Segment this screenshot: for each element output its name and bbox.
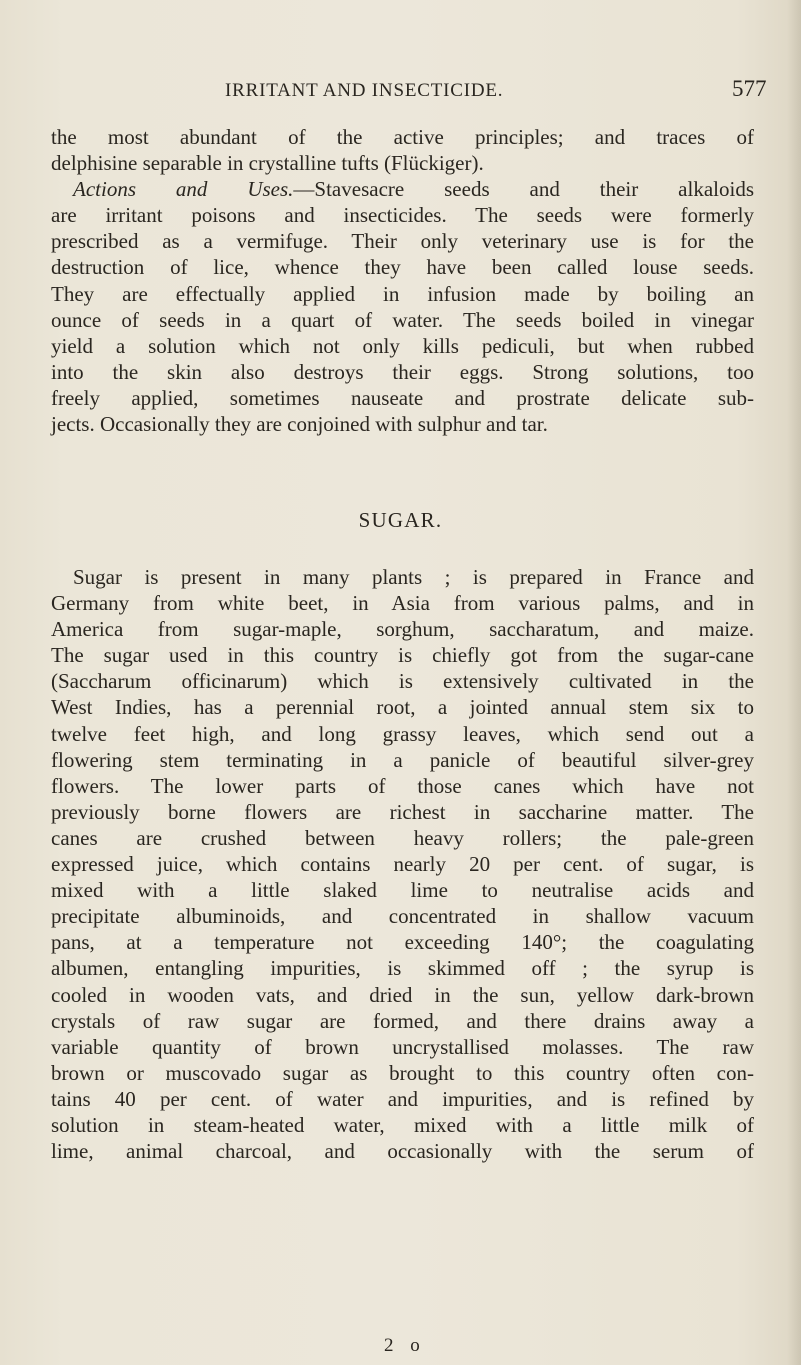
text-line: are irritant poisons and insecticides. The seeds were formerly bbox=[51, 203, 754, 228]
text-line: crystals of raw sugar are formed, and there drains away a bbox=[51, 1008, 754, 1033]
section-heading: SUGAR. bbox=[358, 508, 443, 532]
running-title: IRRITANT AND INSECTICIDE. bbox=[225, 80, 504, 101]
text-line: The sugar used in this country is chiefly got from the sugar-cane bbox=[51, 643, 754, 668]
text-line: expressed juice, which contains nearly 20 per cent. of sugar, is bbox=[51, 852, 754, 877]
text-line: previously borne flowers are richest in saccharine matter. The bbox=[51, 799, 754, 824]
text-line: twelve feet high, and long grassy leaves, which send out a bbox=[51, 721, 754, 746]
text-line: the most abundant of the active principles; and traces of bbox=[51, 125, 754, 149]
text-line: Sugar is present in many plants ; is prepared in France and bbox=[73, 565, 754, 589]
paragraph-actions-and-uses bbox=[51, 176, 754, 437]
text-line: jects. Occasionally they are conjoined with sulphur and tar. bbox=[51, 412, 548, 437]
text-line: canes are crushed between heavy rollers; the pale-green bbox=[51, 825, 754, 850]
text-line: destruction of lice, whence they have been called louse seeds. bbox=[51, 255, 754, 280]
page-edge-shadow bbox=[787, 0, 801, 1365]
text-line: West Indies, has a perennial root, a jointed annual stem six to bbox=[51, 695, 754, 720]
text-line: ounce of seeds in a quart of water. The seeds boiled in vinegar bbox=[51, 307, 754, 332]
text-line: delphisine separable in crystalline tufts (Flückiger). bbox=[51, 151, 484, 176]
text-line: into the skin also destroys their eggs. Strong solutions, too bbox=[51, 359, 754, 384]
text-line: yield a solution which not only kills pediculi, but when rubbed bbox=[51, 333, 754, 358]
text-line: They are effectually applied in infusion made by boiling an bbox=[51, 281, 754, 306]
text-line: precipitate albuminoids, and concentrated in shallow vacuum bbox=[51, 904, 754, 929]
signature-mark: 2 o bbox=[384, 1335, 426, 1356]
text-line: mixed with a little slaked lime to neutralise acids and bbox=[51, 878, 754, 903]
text-line: tains 40 per cent. of water and impurities, and is refined by bbox=[51, 1086, 754, 1111]
text-line-rest: —Stavesacre seeds and their alkaloids bbox=[293, 177, 754, 202]
text-line: (Saccharum officinarum) which is extensively cultivated in the bbox=[51, 669, 754, 694]
text-line: brown or muscovado sugar as brought to this country often con- bbox=[51, 1060, 754, 1085]
text-line: flowers. The lower parts of those canes which have not bbox=[51, 773, 754, 798]
text-line: variable quantity of brown uncrystallised molasses. The raw bbox=[51, 1034, 754, 1059]
text-line: solution in steam-heated water, mixed with a little milk of bbox=[51, 1112, 754, 1137]
paragraph-sugar bbox=[51, 564, 754, 1164]
paragraph-continuation bbox=[51, 124, 754, 176]
text-line bbox=[51, 176, 754, 202]
subsection-lead: Actions and Uses. bbox=[73, 177, 294, 202]
text-line: albumen, entangling impurities, is skimmed off ; the syrup is bbox=[51, 956, 754, 981]
page-number: 577 bbox=[732, 76, 767, 101]
text-line: prescribed as a vermifuge. Their only veterinary use is for the bbox=[51, 229, 754, 254]
text-line: flowering stem terminating in a panicle of beautiful silver-grey bbox=[51, 747, 754, 772]
text-line: Germany from white beet, in Asia from various palms, and in bbox=[51, 591, 754, 616]
text-line: pans, at a temperature not exceeding 140°; the coagulating bbox=[51, 930, 754, 955]
text-line: lime, animal charcoal, and occasionally with the serum of bbox=[51, 1139, 754, 1164]
text-line: freely applied, sometimes nauseate and prostrate delicate sub- bbox=[51, 385, 754, 410]
text-line: cooled in wooden vats, and dried in the sun, yellow dark-brown bbox=[51, 982, 754, 1007]
text-line: America from sugar-maple, sorghum, saccharatum, and maize. bbox=[51, 617, 754, 642]
